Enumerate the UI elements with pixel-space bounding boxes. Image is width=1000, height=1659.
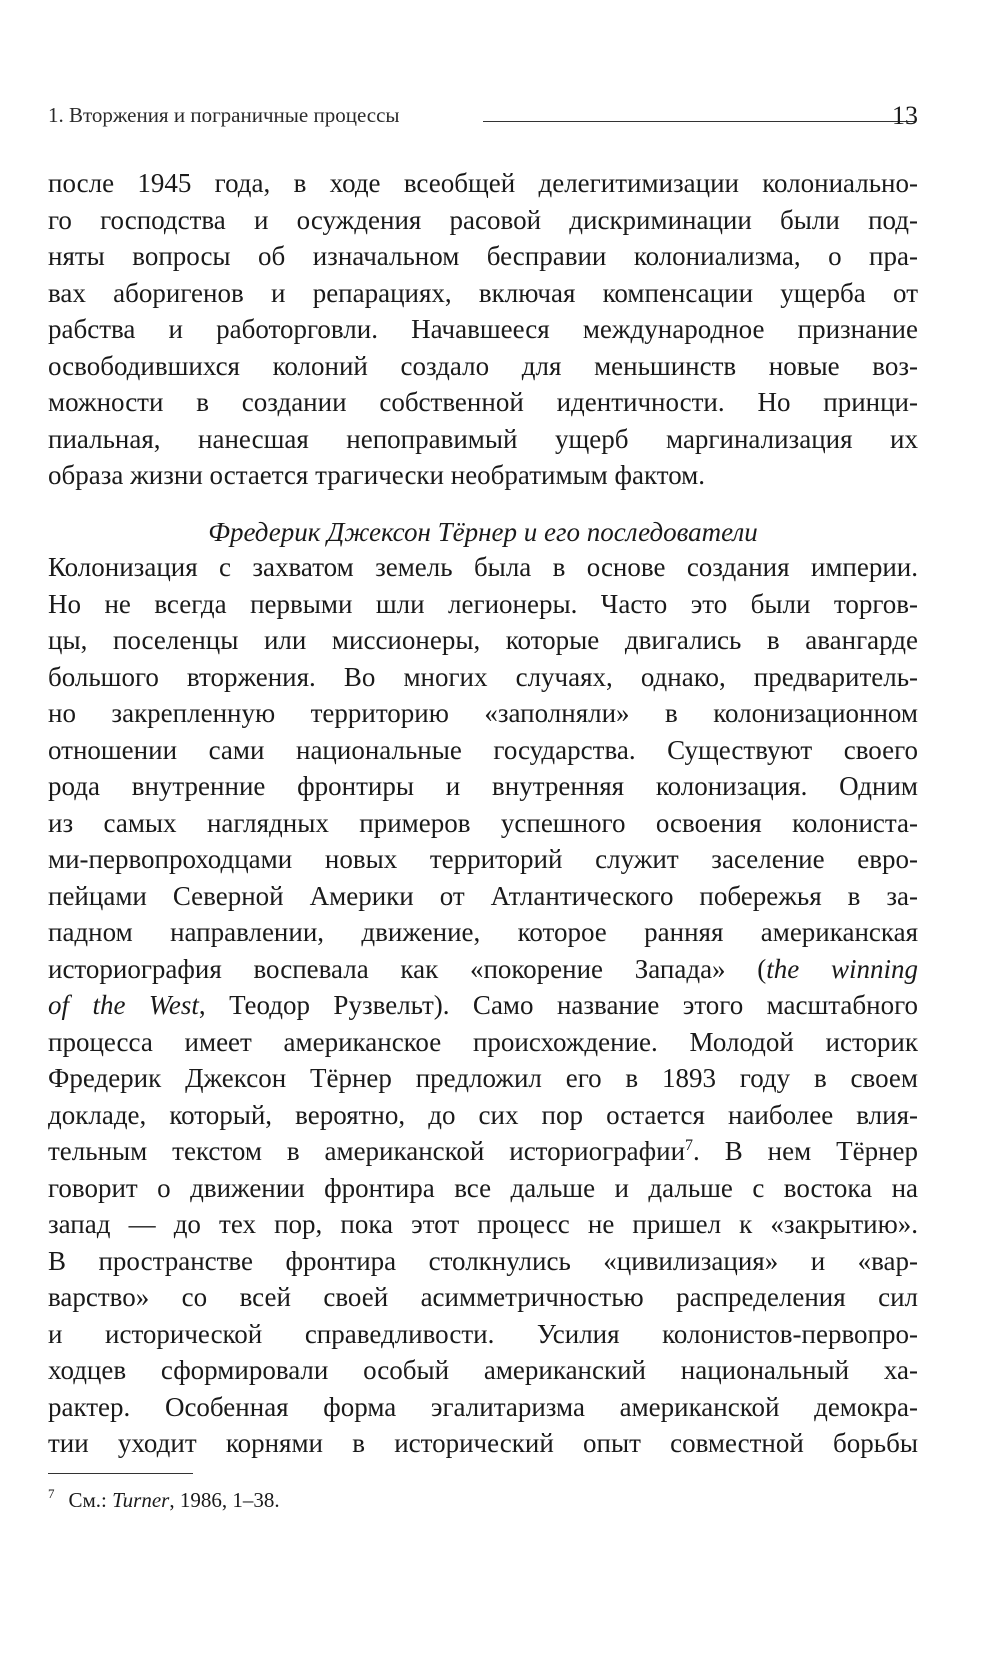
footnote-citation: , 1986, 1–38. xyxy=(169,1488,280,1512)
footnote xyxy=(48,1486,280,1513)
text-run: . В нем Тёрнер xyxy=(693,1136,918,1166)
text-line: но закрепленную территорию «заполняли» в колонизационном xyxy=(48,698,918,728)
text-line: варство» со всей своей асимметричностью распределения сил xyxy=(48,1282,918,1312)
text-line xyxy=(48,1133,918,1170)
text-line: Фредерик Джексон Тёрнер предложил его в 1893 году в своем xyxy=(48,1063,918,1093)
text-line: большого вторжения. Во многих случаях, однако, предваритель- xyxy=(48,661,918,692)
text-run: тельным текстом в американской историографии xyxy=(48,1136,686,1166)
text-line: В пространстве фронтира столкнулись «цивилизация» и «вар- xyxy=(48,1245,918,1276)
text-line: и исторической справедливости. Усилия колонистов-первопро- xyxy=(48,1318,918,1349)
running-head xyxy=(48,101,918,131)
text-line: пейцами Северной Америки от Атлантического побережья в за- xyxy=(48,880,918,911)
text-line: из самых наглядных примеров успешного освоения колониста- xyxy=(48,807,918,838)
paragraph-2 xyxy=(48,549,918,1462)
paragraph-1 xyxy=(48,165,918,494)
text-line: после 1945 года, в ходе всеобщей делегитимизации колониально- xyxy=(48,168,918,198)
text-line: рабства и работорговли. Начавшееся международное признание xyxy=(48,314,918,344)
text-line: освободившихся колоний создало для меньшинств новые воз- xyxy=(48,350,918,381)
text-line: няты вопросы об изначальном бесправии колониализма, о пра- xyxy=(48,241,918,271)
text-line: Но не всегда первыми шли легионеры. Часто это были торгов- xyxy=(48,588,918,619)
italic-run: the winning xyxy=(766,953,918,984)
text-line: отношении сами национальные государства. Существуют своего xyxy=(48,734,918,765)
text-line: образа жизни остается трагически необратимым фактом. xyxy=(48,460,706,490)
section-subheading: Фредерик Джексон Тёрнер и его последователи xyxy=(208,517,758,547)
footnote-reference: 7 xyxy=(685,1137,694,1154)
footnote-prefix: См.: xyxy=(68,1488,113,1512)
footnote-rule xyxy=(48,1473,193,1474)
text-line: докладе, который, вероятно, до сих пор остается наиболее влия- xyxy=(48,1099,918,1130)
text-line: цы, поселенцы или миссионеры, которые двигались в авангарде xyxy=(48,625,918,655)
text-line: го господства и осуждения расовой дискриминации были под- xyxy=(48,204,918,235)
text-line: можности в создании собственной идентичности. Но принци- xyxy=(48,387,918,417)
italic-run: of the West xyxy=(48,990,199,1020)
text-line: тии уходит корнями в исторический опыт совместной борьбы xyxy=(48,1428,918,1458)
footnote-marker: 7 xyxy=(48,1486,55,1501)
text-line: рода внутренние фронтиры и внутренняя колонизация. Одним xyxy=(48,771,918,801)
text-line: рактер. Особенная форма эгалитаризма американской демокра- xyxy=(48,1391,918,1422)
text-line xyxy=(48,987,918,1024)
text-line: пиальная, нанесшая непоправимый ущерб маргинализация их xyxy=(48,423,918,454)
text-line: запад — до тех пор, пока этот процесс не пришел к «закрытию». xyxy=(48,1209,918,1239)
text-line: Колонизация с захватом земель была в основе создания империи. xyxy=(48,552,918,582)
text-run: , Теодор Рузвельт). Само название этого масштабного xyxy=(198,990,918,1020)
text-line xyxy=(48,951,918,988)
page-number: 13 xyxy=(892,101,918,130)
running-head-rule xyxy=(483,121,915,122)
running-head-title: 1. Вторжения и пограничные процессы xyxy=(48,103,400,127)
text-run: историография воспевала как «покорение Запада» ( xyxy=(48,953,767,984)
text-line: ходцев сформировали особый американский национальный ха- xyxy=(48,1355,918,1385)
text-line: ми-первопроходцами новых территорий служит заселение евро- xyxy=(48,844,918,874)
text-line: падном направлении, движение, которое ранняя американская xyxy=(48,917,918,947)
text-line: говорит о движении фронтира все дальше и дальше с востока на xyxy=(48,1172,918,1203)
footnote-author: Turner xyxy=(112,1488,170,1512)
text-line: вах аборигенов и репарациях, включая компенсации ущерба от xyxy=(48,277,918,308)
text-line: процесса имеет американское происхождение. Молодой историк xyxy=(48,1026,918,1057)
